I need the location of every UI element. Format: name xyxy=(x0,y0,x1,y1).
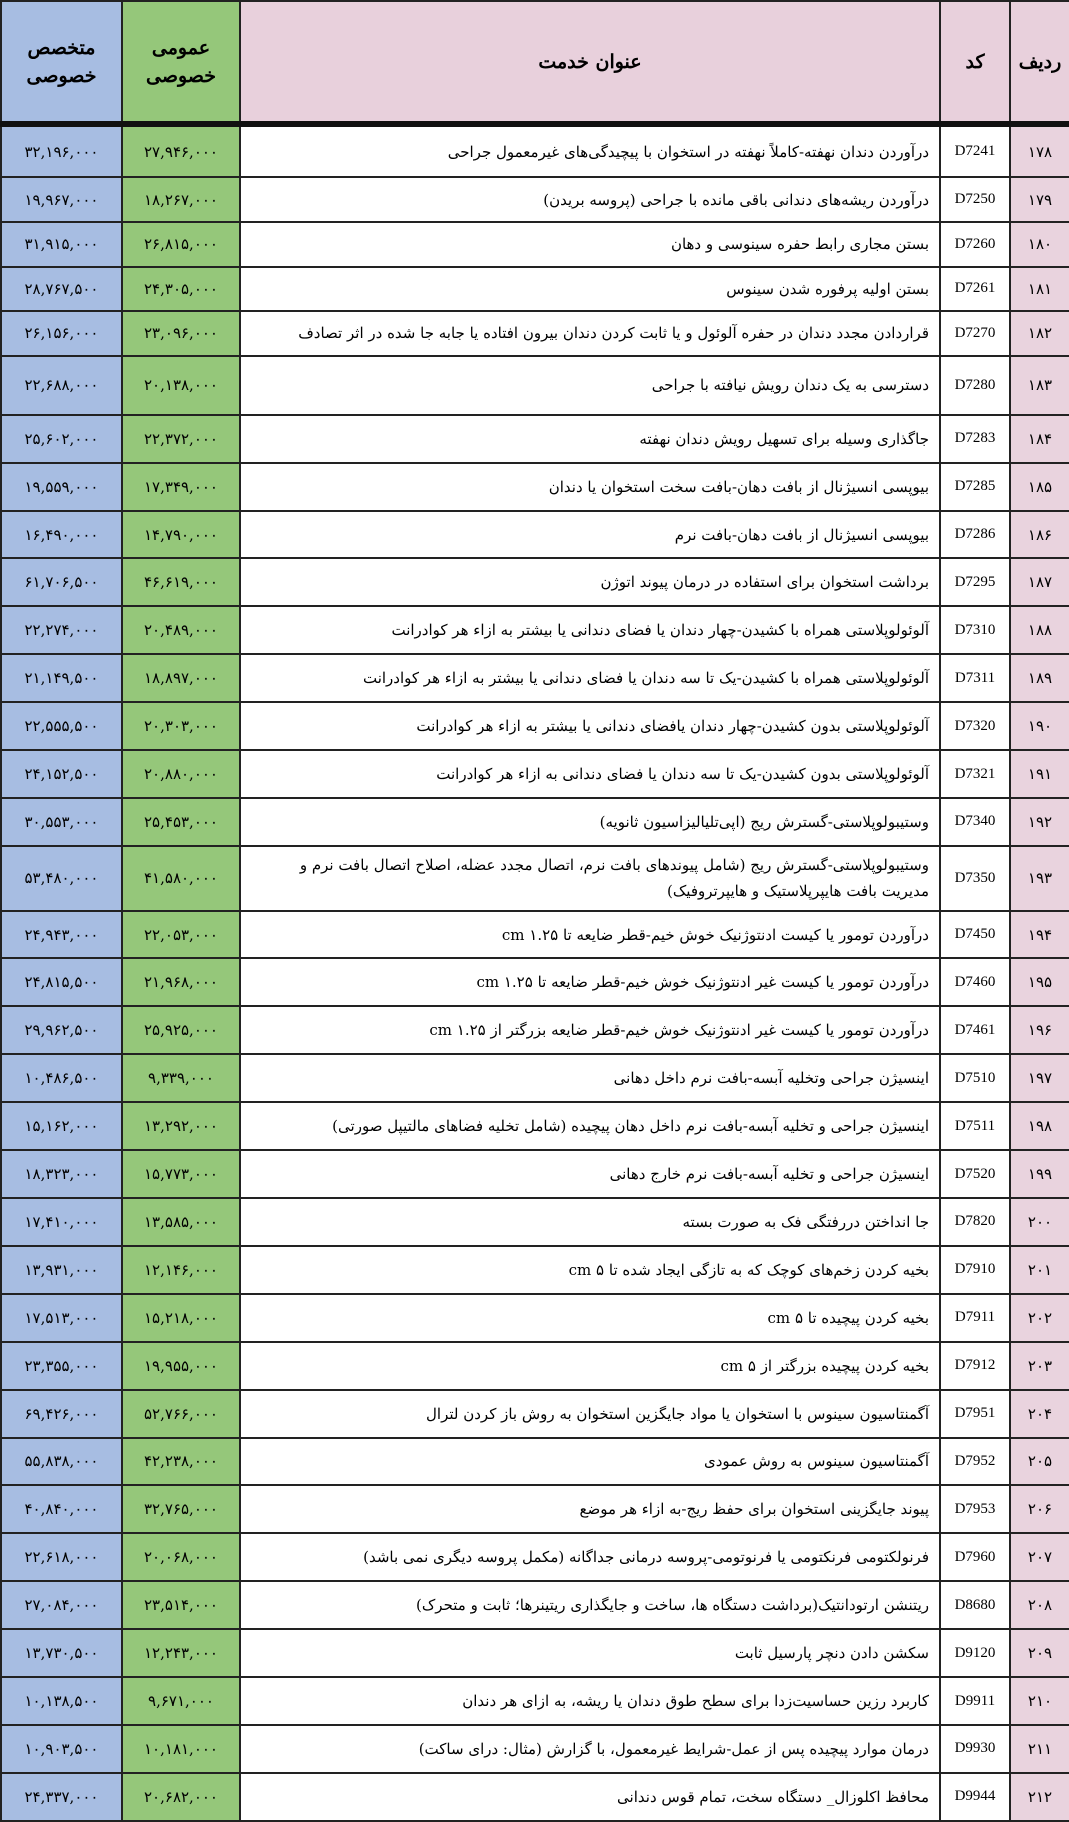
general-private-fee: ۲۰,۰۶۸,۰۰۰ xyxy=(122,1533,240,1581)
general-private-fee: ۹,۳۳۹,۰۰۰ xyxy=(122,1054,240,1102)
general-private-fee: ۱۸,۸۹۷,۰۰۰ xyxy=(122,654,240,702)
specialist-private-fee: ۵۵,۸۳۸,۰۰۰ xyxy=(1,1438,122,1486)
service-title: درآوردن تومور یا کیست غیر ادنتوژنیک خوش خیم-قطر ضایعه تا ۱.۲۵ cm xyxy=(240,958,940,1006)
general-private-fee: ۲۰,۴۸۹,۰۰۰ xyxy=(122,606,240,654)
general-private-fee: ۲۴,۳۰۵,۰۰۰ xyxy=(122,267,240,312)
table-row xyxy=(1,958,1069,1006)
specialist-private-fee: ۶۱,۷۰۶,۵۰۰ xyxy=(1,558,122,606)
specialist-private-fee: ۲۱,۱۴۹,۵۰۰ xyxy=(1,654,122,702)
service-title: بخیه کردن زخم‌های کوچک که به تازگی ایجاد شده تا ۵ cm xyxy=(240,1246,940,1294)
table-row xyxy=(1,1533,1069,1581)
specialist-private-fee: ۳۱,۹۱۵,۰۰۰ xyxy=(1,222,122,267)
service-title: درآوردن ریشه‌های دندانی باقی مانده با جراحی (پروسه بریدن) xyxy=(240,177,940,222)
general-private-fee: ۴۱,۵۸۰,۰۰۰ xyxy=(122,846,240,911)
service-code: D7450 xyxy=(940,911,1010,959)
table-row xyxy=(1,463,1069,511)
general-private-fee: ۲۶,۸۱۵,۰۰۰ xyxy=(122,222,240,267)
service-code: D9120 xyxy=(940,1629,1010,1677)
specialist-private-fee: ۲۹,۹۶۲,۵۰۰ xyxy=(1,1006,122,1054)
general-private-fee: ۱۰,۱۸۱,۰۰۰ xyxy=(122,1725,240,1773)
service-code: D8680 xyxy=(940,1581,1010,1629)
general-private-fee: ۱۳,۲۹۲,۰۰۰ xyxy=(122,1102,240,1150)
row-number: ۱۸۱ xyxy=(1010,267,1069,312)
service-code: D7910 xyxy=(940,1246,1010,1294)
row-number: ۲۱۲ xyxy=(1010,1773,1069,1821)
specialist-private-fee: ۲۴,۳۳۷,۰۰۰ xyxy=(1,1773,122,1821)
row-number: ۲۰۳ xyxy=(1010,1342,1069,1390)
general-private-fee: ۱۵,۲۱۸,۰۰۰ xyxy=(122,1294,240,1342)
service-title: آگمنتاسیون سینوس با استخوان یا مواد جایگزین استخوان به روش باز کردن لترال xyxy=(240,1390,940,1438)
service-code: D7270 xyxy=(940,311,1010,356)
service-title: آلوئولوپلاستی بدون کشیدن-یک تا سه دندان یا فضای دندانی به ازاء هر کوادرانت xyxy=(240,750,940,798)
specialist-private-fee: ۶۹,۴۲۶,۰۰۰ xyxy=(1,1390,122,1438)
service-title: پیوند جایگزینی استخوان برای حفظ ریج-به ازاء هر موضع xyxy=(240,1485,940,1533)
service-title: سکشن دادن دنچر پارسیل ثابت xyxy=(240,1629,940,1677)
header-row-number: ردیف xyxy=(1010,1,1069,124)
service-code: D7460 xyxy=(940,958,1010,1006)
service-code: D7953 xyxy=(940,1485,1010,1533)
service-title: اینسیژن جراحی وتخلیه آبسه-بافت نرم داخل دهانی xyxy=(240,1054,940,1102)
specialist-private-fee: ۵۳,۴۸۰,۰۰۰ xyxy=(1,846,122,911)
service-code: D7510 xyxy=(940,1054,1010,1102)
service-code: D7951 xyxy=(940,1390,1010,1438)
general-private-fee: ۱۸,۲۶۷,۰۰۰ xyxy=(122,177,240,222)
table-row xyxy=(1,222,1069,267)
row-number: ۱۹۴ xyxy=(1010,911,1069,959)
header-specialist-line2: خصوصی xyxy=(26,64,97,87)
service-code: D7285 xyxy=(940,463,1010,511)
table-row xyxy=(1,1054,1069,1102)
row-number: ۲۱۱ xyxy=(1010,1725,1069,1773)
general-private-fee: ۲۵,۹۲۵,۰۰۰ xyxy=(122,1006,240,1054)
service-code: D7310 xyxy=(940,606,1010,654)
general-private-fee: ۲۵,۴۵۳,۰۰۰ xyxy=(122,798,240,846)
header-row xyxy=(1,1,1069,124)
table-row xyxy=(1,750,1069,798)
specialist-private-fee: ۲۲,۶۸۸,۰۰۰ xyxy=(1,356,122,415)
header-general-line1: عمومی xyxy=(151,36,211,59)
table-row xyxy=(1,1438,1069,1486)
general-private-fee: ۲۰,۳۰۳,۰۰۰ xyxy=(122,702,240,750)
specialist-private-fee: ۱۰,۱۳۸,۵۰۰ xyxy=(1,1677,122,1725)
general-private-fee: ۱۳,۵۸۵,۰۰۰ xyxy=(122,1198,240,1246)
general-private-fee: ۲۷,۹۴۶,۰۰۰ xyxy=(122,124,240,177)
service-title: بستن اولیه پرفوره شدن سینوس xyxy=(240,267,940,312)
table-row xyxy=(1,606,1069,654)
table-header xyxy=(1,1,1069,124)
general-private-fee: ۱۲,۱۴۶,۰۰۰ xyxy=(122,1246,240,1294)
service-title: فرنولکتومی فرنکتومی یا فرنوتومی-پروسه درمانی جداگانه (مکمل پروسه دیگری نمی باشد) xyxy=(240,1533,940,1581)
service-code: D7911 xyxy=(940,1294,1010,1342)
service-title: آگمنتاسیون سینوس به روش عمودی xyxy=(240,1438,940,1486)
specialist-private-fee: ۱۰,۹۰۳,۵۰۰ xyxy=(1,1725,122,1773)
row-number: ۱۸۸ xyxy=(1010,606,1069,654)
specialist-private-fee: ۱۳,۷۳۰,۵۰۰ xyxy=(1,1629,122,1677)
row-number: ۱۹۲ xyxy=(1010,798,1069,846)
service-title: اینسیژن جراحی و تخلیه آبسه-بافت نرم خارج دهانی xyxy=(240,1150,940,1198)
table-row xyxy=(1,846,1069,911)
specialist-private-fee: ۱۵,۱۶۲,۰۰۰ xyxy=(1,1102,122,1150)
row-number: ۱۸۳ xyxy=(1010,356,1069,415)
general-private-fee: ۲۰,۸۸۰,۰۰۰ xyxy=(122,750,240,798)
specialist-private-fee: ۳۲,۱۹۶,۰۰۰ xyxy=(1,124,122,177)
service-code: D9930 xyxy=(940,1725,1010,1773)
general-private-fee: ۲۳,۵۱۴,۰۰۰ xyxy=(122,1581,240,1629)
specialist-private-fee: ۱۷,۴۱۰,۰۰۰ xyxy=(1,1198,122,1246)
table-row xyxy=(1,1294,1069,1342)
service-code: D7241 xyxy=(940,124,1010,177)
specialist-private-fee: ۱۹,۵۵۹,۰۰۰ xyxy=(1,463,122,511)
specialist-private-fee: ۱۳,۹۳۱,۰۰۰ xyxy=(1,1246,122,1294)
specialist-private-fee: ۱۷,۵۱۳,۰۰۰ xyxy=(1,1294,122,1342)
header-specialist-line1: متخصص xyxy=(27,36,96,59)
service-title: درمان موارد پیچیده پس از عمل-شرایط غیرمعمول، با گزارش (مثال: درای ساکت) xyxy=(240,1725,940,1773)
table-row xyxy=(1,1390,1069,1438)
service-title: بیوپسی انسیژنال از بافت دهان-بافت سخت استخوان یا دندان xyxy=(240,463,940,511)
table-row xyxy=(1,911,1069,959)
header-general-private xyxy=(122,1,240,124)
specialist-private-fee: ۲۶,۱۵۶,۰۰۰ xyxy=(1,311,122,356)
service-code: D9944 xyxy=(940,1773,1010,1821)
specialist-private-fee: ۲۴,۹۴۳,۰۰۰ xyxy=(1,911,122,959)
service-title: آلوئولوپلاستی بدون کشیدن-چهار دندان یافضای دندانی یا بیشتر به ازاء هر کوادرانت xyxy=(240,702,940,750)
service-code: D7912 xyxy=(940,1342,1010,1390)
row-number: ۲۰۹ xyxy=(1010,1629,1069,1677)
row-number: ۲۰۸ xyxy=(1010,1581,1069,1629)
service-code: D7250 xyxy=(940,177,1010,222)
service-title: برداشت استخوان برای استفاده در درمان پیوند اتوژن xyxy=(240,558,940,606)
specialist-private-fee: ۲۸,۷۶۷,۵۰۰ xyxy=(1,267,122,312)
service-code: D7952 xyxy=(940,1438,1010,1486)
service-code: D7311 xyxy=(940,654,1010,702)
row-number: ۱۸۵ xyxy=(1010,463,1069,511)
service-title: قراردادن مجدد دندان در حفره آلوئول و یا ثابت کردن دندان بیرون افتاده یا جابه جا شده در اثر تصادف xyxy=(240,311,940,356)
specialist-private-fee: ۱۸,۳۲۳,۰۰۰ xyxy=(1,1150,122,1198)
table-row xyxy=(1,1581,1069,1629)
service-code: D7261 xyxy=(940,267,1010,312)
row-number: ۱۹۱ xyxy=(1010,750,1069,798)
general-private-fee: ۴۲,۲۳۸,۰۰۰ xyxy=(122,1438,240,1486)
header-general-line2: خصوصی xyxy=(145,64,216,87)
service-code: D7820 xyxy=(940,1198,1010,1246)
header-specialist-private xyxy=(1,1,122,124)
specialist-private-fee: ۲۲,۵۵۵,۵۰۰ xyxy=(1,702,122,750)
service-title: ریتنشن ارتودانتیک(برداشت دستگاه ها، ساخت و جایگذاری ریتینرها؛ ثابت و متحرک) xyxy=(240,1581,940,1629)
service-title: آلوئولوپلاستی همراه با کشیدن-یک تا سه دندان یا فضای دندانی یا بیشتر به ازاء هر کوادرانت xyxy=(240,654,940,702)
general-private-fee: ۲۱,۹۶۸,۰۰۰ xyxy=(122,958,240,1006)
specialist-private-fee: ۱۶,۴۹۰,۰۰۰ xyxy=(1,511,122,559)
table-row xyxy=(1,177,1069,222)
specialist-private-fee: ۱۹,۹۶۷,۰۰۰ xyxy=(1,177,122,222)
specialist-private-fee: ۲۳,۳۵۵,۰۰۰ xyxy=(1,1342,122,1390)
table-row xyxy=(1,356,1069,415)
row-number: ۱۸۰ xyxy=(1010,222,1069,267)
row-number: ۱۸۲ xyxy=(1010,311,1069,356)
service-title: درآوردن دندان نهفته-کاملاً نهفته در استخوان با پیچیدگی‌های غیرمعمول جراحی xyxy=(240,124,940,177)
row-number: ۲۰۲ xyxy=(1010,1294,1069,1342)
table-row xyxy=(1,511,1069,559)
specialist-private-fee: ۲۲,۶۱۸,۰۰۰ xyxy=(1,1533,122,1581)
general-private-fee: ۱۹,۹۵۵,۰۰۰ xyxy=(122,1342,240,1390)
general-private-fee: ۳۲,۷۶۵,۰۰۰ xyxy=(122,1485,240,1533)
service-code: D7511 xyxy=(940,1102,1010,1150)
table-row xyxy=(1,702,1069,750)
table-row xyxy=(1,654,1069,702)
header-code: کد xyxy=(940,1,1010,124)
table-row xyxy=(1,1246,1069,1294)
general-private-fee: ۹,۶۷۱,۰۰۰ xyxy=(122,1677,240,1725)
table-row xyxy=(1,798,1069,846)
table-row xyxy=(1,1773,1069,1821)
service-title: محافظ اکلوزال_ دستگاه سخت، تمام قوس دندانی xyxy=(240,1773,940,1821)
general-private-fee: ۱۲,۲۴۳,۰۰۰ xyxy=(122,1629,240,1677)
row-number: ۲۰۰ xyxy=(1010,1198,1069,1246)
service-title: وستیبولوپلاستی-گسترش ریج (شامل پیوندهای بافت نرم، اتصال مجدد عضله، اصلاح اتصال بافت نرم و مدیریت بافت هایپرپلاستیک و هایپرتروفیک) xyxy=(240,846,940,911)
table-row xyxy=(1,311,1069,356)
service-title: بیوپسی انسیژنال از بافت دهان-بافت نرم xyxy=(240,511,940,559)
service-code: D7320 xyxy=(940,702,1010,750)
table-row xyxy=(1,267,1069,312)
specialist-private-fee: ۴۰,۸۴۰,۰۰۰ xyxy=(1,1485,122,1533)
service-code: D7340 xyxy=(940,798,1010,846)
row-number: ۱۸۷ xyxy=(1010,558,1069,606)
service-title: بخیه کردن پیچیده تا ۵ cm xyxy=(240,1294,940,1342)
service-title: بستن مجاری رابط حفره سینوسی و دهان xyxy=(240,222,940,267)
table-row xyxy=(1,1677,1069,1725)
table-row xyxy=(1,1629,1069,1677)
service-code: D7280 xyxy=(940,356,1010,415)
table-row xyxy=(1,415,1069,463)
general-private-fee: ۱۷,۳۴۹,۰۰۰ xyxy=(122,463,240,511)
service-code: D7350 xyxy=(940,846,1010,911)
service-code: D9911 xyxy=(940,1677,1010,1725)
service-code: D7520 xyxy=(940,1150,1010,1198)
general-private-fee: ۱۴,۷۹۰,۰۰۰ xyxy=(122,511,240,559)
table-row xyxy=(1,558,1069,606)
row-number: ۱۹۸ xyxy=(1010,1102,1069,1150)
specialist-private-fee: ۲۴,۸۱۵,۵۰۰ xyxy=(1,958,122,1006)
service-title: اینسیژن جراحی و تخلیه آبسه-بافت نرم داخل دهان پیچیده (شامل تخلیه فضاهای مالتیپل صورتی) xyxy=(240,1102,940,1150)
row-number: ۱۹۵ xyxy=(1010,958,1069,1006)
table-body xyxy=(1,124,1069,1821)
specialist-private-fee: ۱۰,۴۸۶,۵۰۰ xyxy=(1,1054,122,1102)
row-number: ۱۹۳ xyxy=(1010,846,1069,911)
table-row xyxy=(1,1102,1069,1150)
specialist-private-fee: ۲۵,۶۰۲,۰۰۰ xyxy=(1,415,122,463)
general-private-fee: ۴۶,۶۱۹,۰۰۰ xyxy=(122,558,240,606)
service-title: وستیبولوپلاستی-گسترش ریج (اپی‌تلیالیزاسیون ثانویه) xyxy=(240,798,940,846)
table-row xyxy=(1,1725,1069,1773)
general-private-fee: ۲۲,۰۵۳,۰۰۰ xyxy=(122,911,240,959)
service-title: جا انداختن دررفتگی فک به صورت بسته xyxy=(240,1198,940,1246)
row-number: ۱۹۶ xyxy=(1010,1006,1069,1054)
service-code: D7283 xyxy=(940,415,1010,463)
row-number: ۱۹۹ xyxy=(1010,1150,1069,1198)
row-number: ۲۰۱ xyxy=(1010,1246,1069,1294)
general-private-fee: ۲۳,۰۹۶,۰۰۰ xyxy=(122,311,240,356)
service-title: کاربرد رزین حساسیت‌زدا برای سطح طوق دندان یا ریشه، به ازای هر دندان xyxy=(240,1677,940,1725)
general-private-fee: ۵۲,۷۶۶,۰۰۰ xyxy=(122,1390,240,1438)
row-number: ۲۰۷ xyxy=(1010,1533,1069,1581)
specialist-private-fee: ۲۴,۱۵۲,۵۰۰ xyxy=(1,750,122,798)
row-number: ۲۰۶ xyxy=(1010,1485,1069,1533)
table-row xyxy=(1,1485,1069,1533)
row-number: ۱۹۷ xyxy=(1010,1054,1069,1102)
general-private-fee: ۲۰,۱۳۸,۰۰۰ xyxy=(122,356,240,415)
service-code: D7461 xyxy=(940,1006,1010,1054)
row-number: ۲۱۰ xyxy=(1010,1677,1069,1725)
general-private-fee: ۲۰,۶۸۲,۰۰۰ xyxy=(122,1773,240,1821)
row-number: ۱۸۴ xyxy=(1010,415,1069,463)
table-row xyxy=(1,1150,1069,1198)
service-title: درآوردن تومور یا کیست غیر ادنتوژنیک خوش خیم-قطر ضایعه بزرگتر از ۱.۲۵ cm xyxy=(240,1006,940,1054)
service-code: D7260 xyxy=(940,222,1010,267)
table-row xyxy=(1,1006,1069,1054)
header-service-title: عنوان خدمت xyxy=(240,1,940,124)
general-private-fee: ۱۵,۷۷۳,۰۰۰ xyxy=(122,1150,240,1198)
row-number: ۱۷۹ xyxy=(1010,177,1069,222)
specialist-private-fee: ۳۰,۵۵۳,۰۰۰ xyxy=(1,798,122,846)
specialist-private-fee: ۲۷,۰۸۴,۰۰۰ xyxy=(1,1581,122,1629)
service-code: D7960 xyxy=(940,1533,1010,1581)
table-row xyxy=(1,1342,1069,1390)
service-title: جاگذاری وسیله برای تسهیل رویش دندان نهفته xyxy=(240,415,940,463)
service-title: دسترسی به یک دندان رویش نیافته با جراحی xyxy=(240,356,940,415)
service-title: درآوردن تومور یا کیست ادنتوژنیک خوش خیم-قطر ضایعه تا ۱.۲۵ cm xyxy=(240,911,940,959)
service-title: آلوئولوپلاستی همراه با کشیدن-چهار دندان یا فضای دندانی یا بیشتر به ازاء هر کوادرانت xyxy=(240,606,940,654)
table-row xyxy=(1,1198,1069,1246)
service-title: بخیه کردن پیچیده بزرگتر از ۵ cm xyxy=(240,1342,940,1390)
service-code: D7286 xyxy=(940,511,1010,559)
row-number: ۱۷۸ xyxy=(1010,124,1069,177)
general-private-fee: ۲۲,۳۷۲,۰۰۰ xyxy=(122,415,240,463)
service-code: D7295 xyxy=(940,558,1010,606)
table-row xyxy=(1,124,1069,177)
row-number: ۱۸۹ xyxy=(1010,654,1069,702)
row-number: ۱۹۰ xyxy=(1010,702,1069,750)
row-number: ۲۰۴ xyxy=(1010,1390,1069,1438)
service-code: D7321 xyxy=(940,750,1010,798)
row-number: ۲۰۵ xyxy=(1010,1438,1069,1486)
row-number: ۱۸۶ xyxy=(1010,511,1069,559)
specialist-private-fee: ۲۲,۲۷۴,۰۰۰ xyxy=(1,606,122,654)
